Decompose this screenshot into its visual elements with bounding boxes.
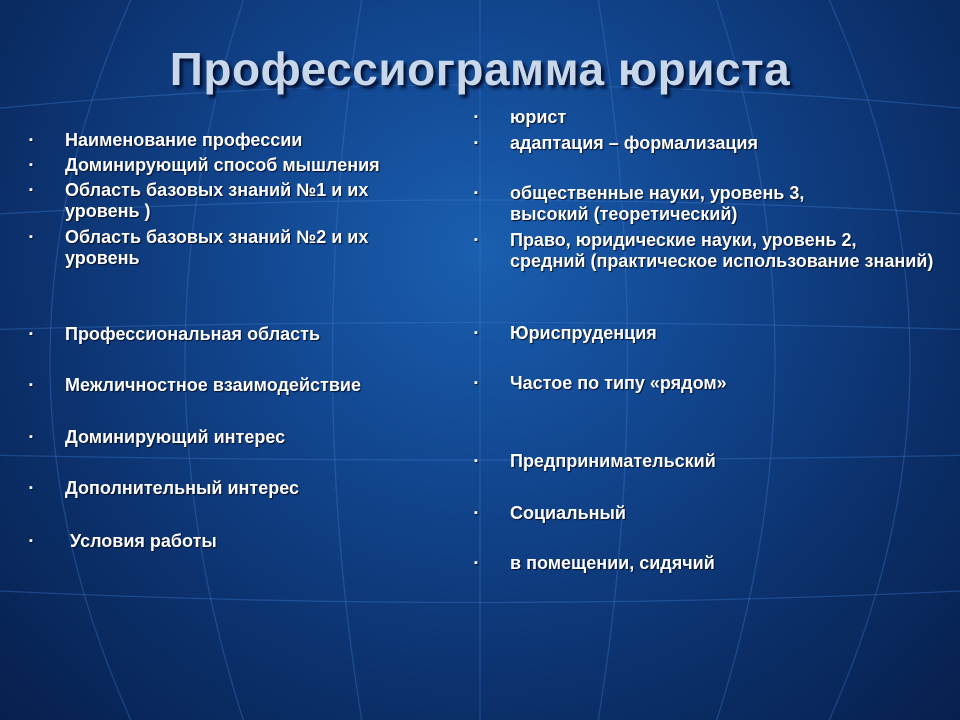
list-item xyxy=(29,130,465,151)
list-item xyxy=(474,323,940,344)
item-text: Условия работы xyxy=(65,531,217,551)
list-item xyxy=(474,107,940,128)
list-item xyxy=(29,324,465,345)
bullet-icon: ▪ xyxy=(474,234,478,246)
bullet-icon: ▪ xyxy=(474,507,478,519)
item-text: Доминирующий интерес xyxy=(65,427,286,447)
bullet-icon: ▪ xyxy=(474,111,478,123)
bullet-icon: ▪ xyxy=(29,159,33,171)
item-text: Дополнительный интерес xyxy=(65,478,300,498)
list-item xyxy=(474,503,940,524)
list-item xyxy=(474,553,940,574)
item-text: юрист xyxy=(510,107,567,127)
list-item xyxy=(474,133,940,154)
bullet-icon: ▪ xyxy=(474,327,478,339)
list-item xyxy=(29,180,465,222)
bullet-icon: ▪ xyxy=(474,455,478,467)
list-item xyxy=(29,427,465,448)
list-item xyxy=(474,230,940,272)
bullet-icon: ▪ xyxy=(29,431,33,443)
bullet-icon: ▪ xyxy=(474,137,478,149)
list-item xyxy=(29,155,465,176)
item-text: Право, юридические науки, уровень 2, средний (практическое использование знаний) xyxy=(510,230,934,271)
item-text: Область базовых знаний №1 и их уровень ) xyxy=(65,180,369,221)
list-item xyxy=(474,373,940,394)
item-text: Социальный xyxy=(510,503,626,523)
bullet-icon: ▪ xyxy=(474,557,478,569)
bullet-icon: ▪ xyxy=(29,379,33,391)
bullet-icon: ▪ xyxy=(29,328,33,340)
item-text: Юриспруденция xyxy=(510,323,657,343)
item-text: Профессиональная область xyxy=(65,324,321,344)
item-text: в помещении, сидячий xyxy=(510,553,715,573)
list-item xyxy=(29,531,465,552)
slide-title: Профессиограмма юриста xyxy=(169,43,791,95)
item-text: общественные науки, уровень 3, высокий (теоретический) xyxy=(510,183,805,224)
bullet-icon: ▪ xyxy=(474,377,478,389)
list-item xyxy=(29,375,465,396)
item-text: Частое по типу «рядом» xyxy=(510,373,727,393)
list-item xyxy=(474,451,940,472)
bullet-icon: ▪ xyxy=(474,187,478,199)
item-text: Межличностное взаимодействие xyxy=(65,375,361,395)
list-item xyxy=(474,183,940,225)
list-item xyxy=(29,478,465,499)
item-text: Доминирующий способ мышления xyxy=(65,155,380,175)
bullet-icon: ▪ xyxy=(29,184,33,196)
item-text: адаптация – формализация xyxy=(510,133,759,153)
bullet-icon: ▪ xyxy=(29,134,33,146)
item-text: Предпринимательский xyxy=(510,451,716,471)
item-text: Наименование профессии xyxy=(65,130,303,150)
bullet-icon: ▪ xyxy=(29,482,33,494)
list-item xyxy=(29,227,465,269)
bullet-icon: ▪ xyxy=(29,231,33,243)
bullet-icon: ▪ xyxy=(29,535,33,547)
item-text: Область базовых знаний №2 и их уровень xyxy=(65,227,369,268)
